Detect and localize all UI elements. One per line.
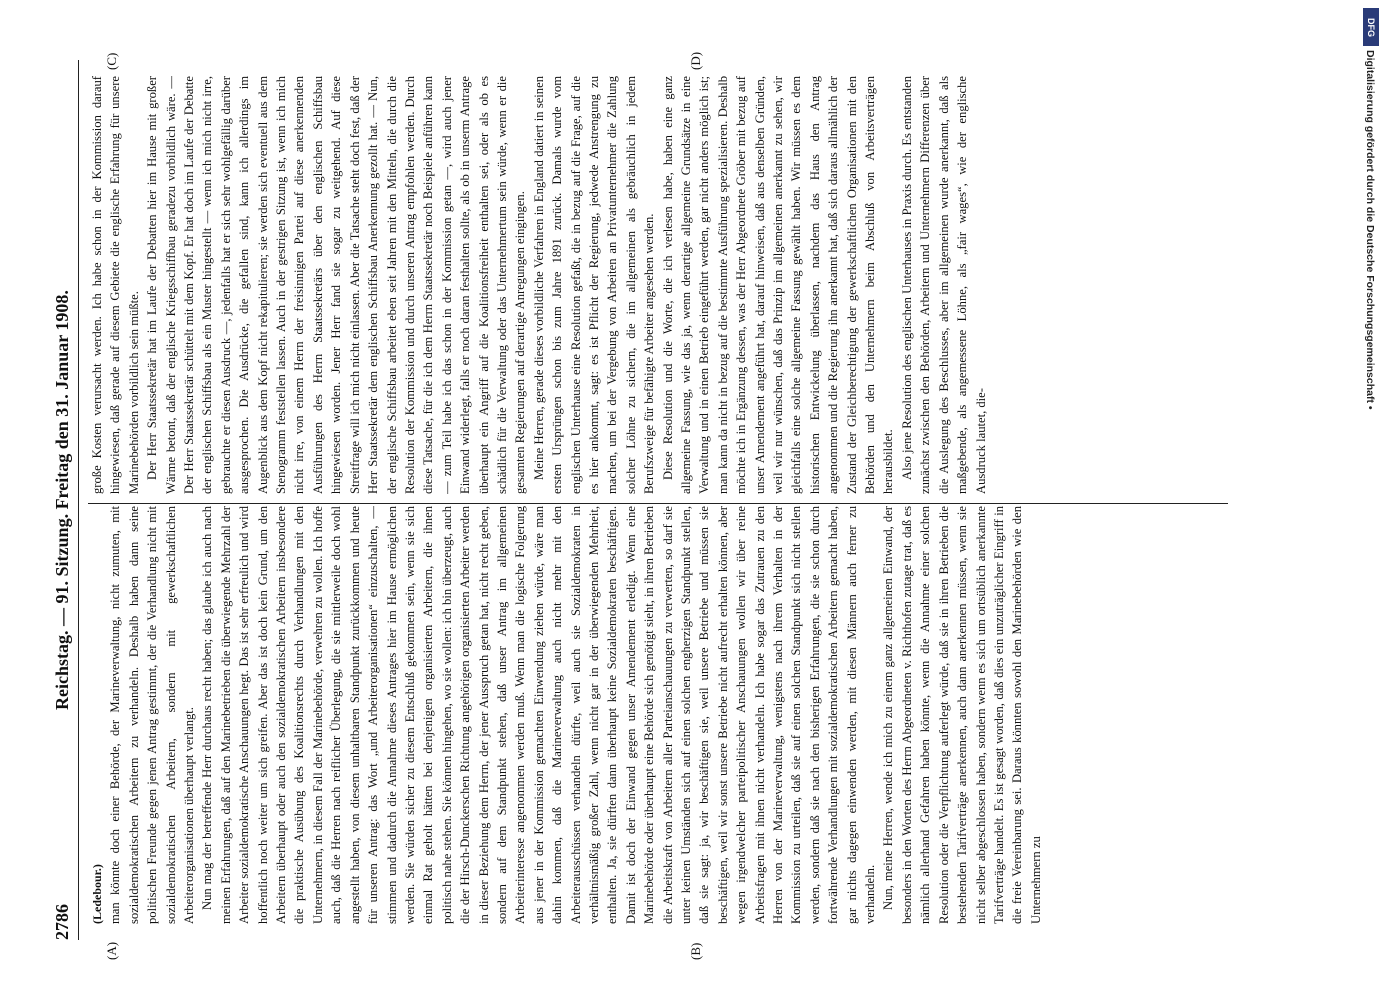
- page-header: [52, 60, 76, 940]
- margin-mark-d: (D): [688, 51, 703, 70]
- speaker-label: (Ledebour.): [90, 864, 104, 924]
- page-number: 2786: [52, 904, 72, 940]
- dfg-logo: DFG: [1363, 8, 1379, 46]
- running-title: Reichstag. — 91. Sitzung. Freitag den 31. Januar 1908.: [52, 290, 72, 710]
- paragraph: Meine Herren, gerade dieses vorbildliche Verfahren in England datiert in seinen ersten Ursprüngen schon bis zum Jahre 1891 zurück. Damals wurde vom englischen Unterhause eine Resolution gefaßt, die in bezug auf die Frage, auf die es hier ankommt, sagt: es ist Pflicht der Regierung, jedwede Anstrengung zu machen, um bei der Vergebung von Arbeiten an Privatunternehmer die Zahlung solcher Löhne zu sichern, die im allgemeinen als gebräuchlich in jedem Berufszweige für befähigte Arbeiter angesehen werden.: [531, 76, 657, 494]
- right-column: [88, 76, 1238, 494]
- margin-mark-b: (B): [688, 942, 703, 960]
- left-column: [88, 506, 1238, 924]
- header-rule: [78, 60, 79, 940]
- paragraph: Der Herr Staatssekretär hat im Laufe der Debatten hier im Hause mit großer Wärme betont, daß der englische Kriegsschiffbau geradezu vorbildlich wäre. — Der Herr Staatssekretär schüttelt mit dem Kopf. Er hat doch im Laufe der Debatte der englischen Schiffsbau als ein Muster hingestellt — wenn ich mich nicht irre, gebrauchte er diesen Ausdruck —, jedenfalls hat er sich sehr wohlgefällig darüber ausgesprochen. Die Ausdrücke, die gefallen sind, kann ich allerdings im Augenblick aus dem Kopf nicht rekapitulieren; sie werden sich eventuell aus dem Stenogramm feststellen lassen. Auch in der gestrigen Sitzung ist, wenn ich mich nicht irre, von einem Herrn der freisinnigen Partei auf diese anerkennenden Ausführungen des Herrn Staatssekretärs über den englischen Schiffsbau hingewiesen worden. Jener Herr fand sie sogar zu weitgehend. Auf diese Streitfrage will ich mich nicht einlassen. Aber die Tatsache steht doch fest, daß der Herr Staatssekretär dem englischen Schiffsbau Anerkennung gezollt hat. — Nun, der englische Schiffsbau arbeitet eben seit Jahren mit den Mitteln, die durch die Resolution der Kommission und durch unseren Antrag empfohlen werden. Durch diese Tatsache, für die ich dem Herrn Staatssekretär noch Beispiele anführen kann — zum Teil habe ich das schon in der Kommission getan —, wird auch jener Einwand widerlegt, falls er noch daran festhalten sollte, als ob in unserm Antrage überhaupt ein Angriff auf die Koalitionsfreiheit enthalten sei, oder als ob es schädlich für die Verwaltung oder das Unternehmertum sein würde, wenn er die gesamten Regierungen auf derartige Anregungen eingingen.: [145, 76, 528, 494]
- paragraph: große Kosten verursacht werden. Ich habe schon in der Kommission darauf hingewiesen, daß gerade auf diesem Gebiete die englische Erfahrung für unsere Marinebehörden vorbildlich sein müßte.: [90, 76, 141, 494]
- paragraph: Diese Resolution und die Worte, die ich verlesen habe, haben eine ganz allgemeine Fassung, wie das ja, wenn derartige allgemeine Grundsätze in eine Verwaltung und in einen Betrieb eingeführt werden, gar nicht anders möglich ist; man kann da nicht in bezug auf die bestimmte Ausführung spezialisieren. Deshalb möchte ich in Ergänzung dessen, was der Herr Abgeordnete Gröber mit bezug auf unser Amendement angeführt hat, darauf hinweisen, daß aus denselben Gründen, weil wir nur wünschen, daß das Prinzip im allgemeinen anerkannt zu sehen, wir gleichfalls eine solche allgemeine Fassung gewählt haben. Wir müssen es dem historischen Entwickelung überlassen, nachdem das Haus den Antrag angenommen und die Regierung ihn anerkannt hat, daß sich daraus allmählich der Zustand der Gleichberechtigung der gewerkschaftlichen Organisationen mit den Behörden und den Unternehmern beim Abschluß von Arbeitsverträgen herausbildet.: [660, 76, 896, 494]
- paragraph: Nun, meine Herren, wende ich mich zu einem ganz allgemeinen Einwand, der besonders in den Worten des Herrn Abgeordneten v. Richthofen zutage trat, daß es nämlich allerhand Gefahren haben könnte, wenn die Annahme einer solchen Resolution oder die Verpflichtung auferlegt würde, daß sie in ihren Betrieben die bestehenden Tarifverträge anerkennen, auch dann anerkennen müssen, wenn sie nicht selber abgeschlossen haben, sondern wenn es sich um ortsüblich anerkannte Tarifverträge handelt. Es ist gesagt worden, daß dies ein unzuträglicher Eingriff in die freie Vereinbarung sei. Daraus könnten sowohl den Marinebehörden wie den Unternehmern zu: [881, 506, 1043, 924]
- column-divider: [88, 503, 1228, 504]
- paragraph: Nun mag der betreffende Herr durchaus recht haben; das glaube ich auch nach meinen Erfahrungen, daß auf den Marinebetrieben die überwiegende Mehrzahl der Arbeiter sozialdemokratische Anschauungen hegt. Das ist sehr erfreulich und wird hoffentlich noch weiter um sich greifen. Aber das ist doch kein Grund, um den Arbeitern überhaupt oder auch den sozialdemokratischen Arbeitern insbesondere die praktische Ausübung des Koalitionsrechts durch Verhandlungen mit den Unternehmern, in diesem Fall der Marinebehörde, verwehren zu wollen. Ich hoffe auch, daß die Herren nach reiflicher Überlegung, die sie mittlerweile doch wohl angestellt haben, von diesem unhaltbaren Standpunkt zurückkommen und heute für unseren Antrag: das Wort „und Arbeiterorganisationen“ einzuschalten, — stimmen und dadurch die Annahme dieses Antrages hier im Hause ermöglichen werden. Sie würden sicher zu diesem Entschluß gekommen sein, wenn sie sich einmal Rat geholt hätten bei denjenigen organisierten Arbeitern, die ihnen politisch nahe stehen. Sie können hingehen, wo sie wollen: ich bin überzeugt, auch die der Hirsch-Dunckerschen Richtung angehörigen organisierten Arbeiter werden in dieser Beziehung dem Herrn, der jener Ausspruch getan hat, nicht recht geben, sondern auf dem Standpunkt stehen, daß unser Antrag im allgemeinen Arbeiterinteresse angenommen werden muß. Wenn man die logische Folgerung aus jener in der Kommission gemachten Einwendung ziehen würde, wäre man dahin kommen, daß die Marineverwaltung auch nicht mehr mit den Arbeiterausschüssen verhandeln dürfte, weil auch sie Sozialdemokraten in verhältnismäßig großer Zahl, wenn nicht gar in der überwiegenden Mehrheit, enthalten. Ja, sie dürften dann überhaupt keine Sozialdemokraten beschäftigen. Damit ist doch der Einwand gegen unser Amendement erledigt. Wenn eine Marinebehörde oder überhaupt eine Behörde sich genötigt sieht, in ihren Betrieben die Arbeitskraft von Arbeitern aller Parteianschauungen zu verwerten, so darf sie unter keinen Umständen sich auf einen solchen engherzigen Standpunkt stellen, daß sie sagt: ja, wir beschäftigen sie, weil unsere Betriebe und müssen sie beschäftigen, weil wir sonst unsere Betriebe nicht aufrecht erhalten können, aber wegen irgendwelcher parteipolitischer Anschauungen wollen wir über reine Arbeitsfragen mit ihnen nicht verhandeln. Ich habe sogar das Zutrauen zu den Herren von der Marineverwaltung, wenigstens nach ihrem Verhalten in der Kommission zu urteilen, daß sie auf einen solchen Standpunkt sich nicht stellen werden, sondern daß sie nach den bisherigen Erfahrungen, die sie schon durch fortwährende Verhandlungen mit sozialdemokratischen Arbeitern gemacht haben, gar nichts dagegen einwenden werden, mit diesen Männern auch ferner zu verhandeln.: [200, 506, 878, 924]
- paragraph: man könnte doch einer Behörde, der Marineverwaltung, nicht zumuten, mit sozialdemokratischen Arbeitern zu verhandeln. Deshalb haben dann seine politischen Freunde gegen jenen Antrag gestimmt, der die Verhandlung nicht mit sozialdemokratischen Arbeitern, sondern mit gewerkschaftlichen Arbeiterorganisationen überhaupt verlangt.: [108, 506, 197, 924]
- margin-mark-a: (A): [104, 941, 119, 960]
- dfg-credit: [1362, 0, 1380, 1000]
- dfg-credit-text: Digitalisierung gefördert durch die Deutsche Forschungsgemeinschaft •: [1364, 50, 1376, 410]
- paragraph: Also jene Resolution des englischen Unterhauses in Praxis durch. Es entstanden zunächst zwischen den Behörden, Arbeitern und Unternehmern Differenzen über die Auslegung des Beschlusses, aber im allgemeinen wurde anerkannt, daß als maßgebende, als angemessene Löhne, als „fair wages“, wie der englische Ausdruck lautet, die-: [899, 76, 988, 494]
- margin-mark-c: (C): [104, 52, 119, 70]
